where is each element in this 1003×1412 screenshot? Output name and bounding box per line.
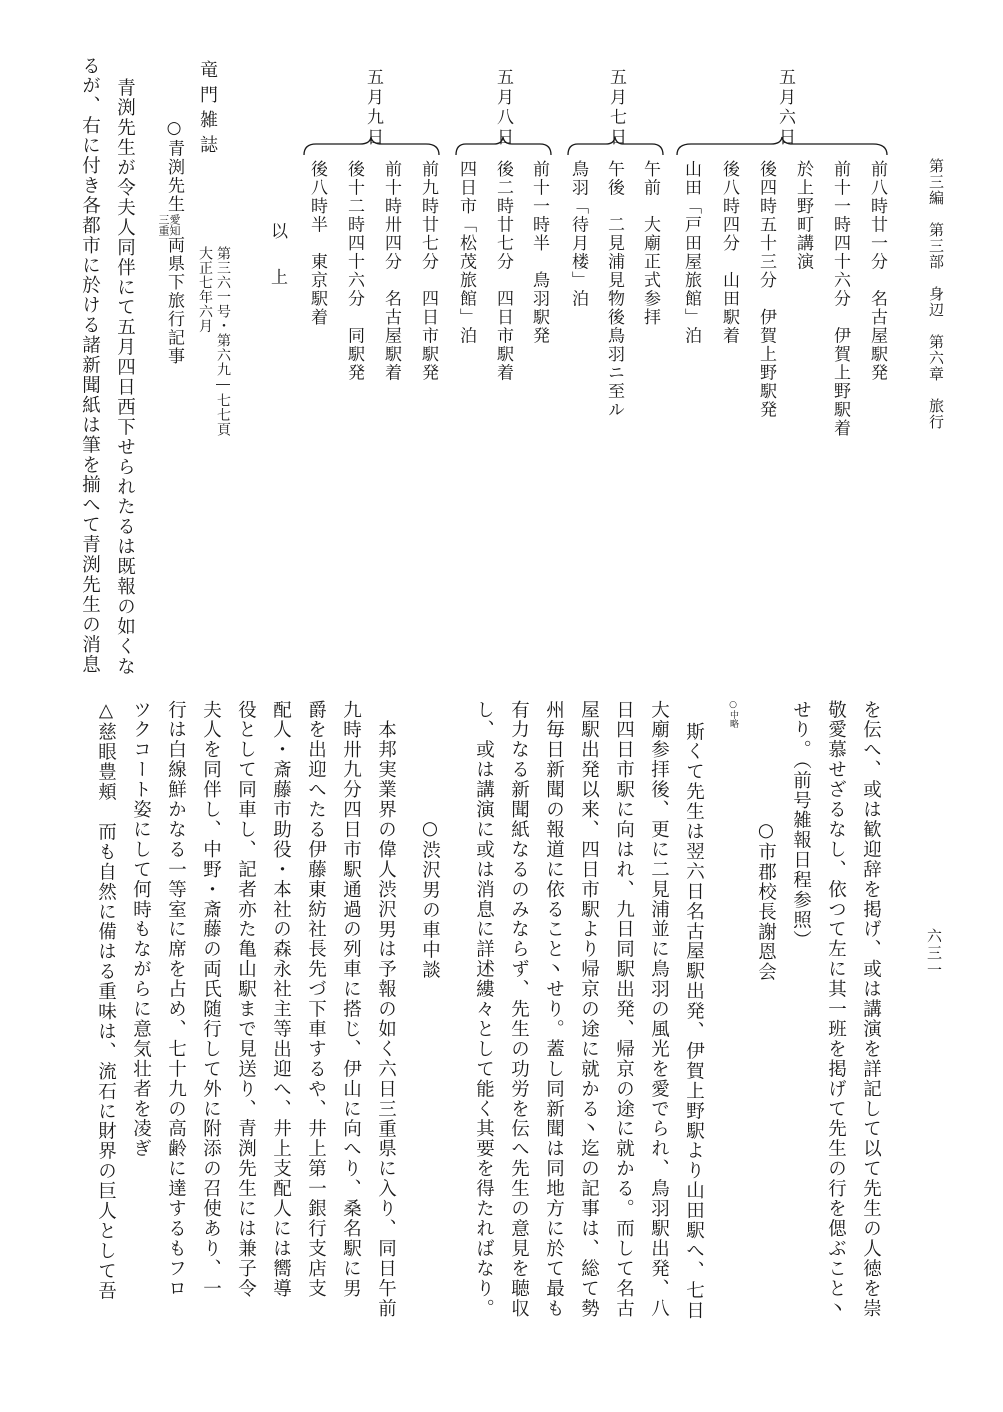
body-line: 夫人を同伴し、中野・斎藤の両氏随行して外に附添の召使あり、一: [200, 700, 222, 1299]
brace-may8: [454, 135, 554, 157]
page-number: 六三一: [925, 928, 943, 979]
body-line: 日四日市駅に向はれ、九日同駅出発、帰京の途に就かる。而して名古: [613, 700, 635, 1319]
body-line: せり。（前号雑報日程参照）: [790, 700, 812, 951]
brace-may7: [566, 135, 666, 157]
body-line: 配人・斎藤市助役・本社の森永社主等出迎へ、井上支配人には嚮導: [270, 700, 292, 1299]
schedule-line: 午前 大廟正式参拝: [640, 160, 660, 327]
article1-heading-small-b: 三重: [157, 213, 170, 236]
schedule-line: 前十時卅四分 名古屋駅着: [381, 160, 401, 382]
body-line: 屋駅出発以来、四日市駅より帰京の途に就かる丶迄の記事は、総て勢: [578, 700, 600, 1319]
body-line: 有力なる新聞紙なるのみならず、先生の功労を伝へ先生の意見を聴収: [508, 700, 530, 1319]
article1-heading-pre: ○青渕先生: [164, 118, 184, 214]
brace-may6: [675, 135, 890, 157]
body-line: △慈眼豊頬 而も自然に備はる重味は、流石に財界の巨人として吾: [95, 700, 117, 1301]
schedule-line: 於上野町講演: [793, 160, 813, 271]
body-line: 斯くて先生は翌六日名古屋駅出発、伊賀上野駅より山田駅へ、七日: [683, 722, 705, 1321]
body-line: 九時卅九分四日市駅通過の列車に搭じ、伊山に向へり、桑名駅に男: [340, 700, 362, 1299]
article1-heading-prefectures: [158, 214, 180, 236]
schedule-date-may6: 五月六日: [775, 68, 795, 148]
running-header: 第三編 第三部 身辺 第六章 旅行: [927, 158, 945, 430]
body-line: 本邦実業界の偉人渋沢男は予報の如く六日三重県に入り、同日午前: [375, 720, 397, 1319]
body-line: 爵を出迎へたる伊藤東紡社長先づ下車するや、井上第一銀行支店支: [305, 700, 327, 1299]
schedule-date-may9: 五月九日: [363, 68, 383, 148]
schedule-line: 前十一時四十六分 伊賀上野駅着: [830, 160, 850, 438]
source-title: 竜門雑誌: [197, 60, 218, 160]
body-line: るが、右に付き各都市に於ける諸新聞紙は筆を揃へて青渕先生の消息: [79, 56, 101, 675]
source-date: 大正七年六月: [197, 246, 213, 333]
omission-note: ○中略: [728, 700, 738, 728]
schedule-line: 前九時廿七分 四日市駅発: [418, 160, 438, 382]
schedule-line: 鳥羽「待月楼」泊: [568, 160, 588, 308]
schedule-date-may8: 五月八日: [493, 68, 513, 148]
schedule-line: 四日市「松茂旅館」泊: [456, 160, 476, 345]
body-line: 行は白線鮮かなる一等室に席を占め、七十九の高齢に達するもフロ: [165, 700, 187, 1299]
article1-heading-small-a: 愛知: [168, 213, 181, 236]
body-line: し、或は講演に或は消息に詳述縷々として能く其要を得たればなり。: [473, 700, 495, 1319]
article2-heading: ○市郡校長謝恩会: [755, 820, 777, 983]
schedule-line: 後十二時四十六分 同駅発: [344, 160, 364, 382]
article3-heading: ○渋沢男の車中談: [419, 818, 441, 981]
article1-heading: [156, 118, 182, 365]
schedule-line: 山田「戸田屋旅館」泊: [681, 160, 701, 345]
schedule-line: 前八時廿一分 名古屋駅発: [867, 160, 887, 382]
source-issue: 第三六一号・第六九―七七頁: [215, 246, 231, 437]
article1-heading-post: 両県下旅行記事: [164, 235, 184, 365]
schedule-line: 後四時五十三分 伊賀上野駅発: [756, 160, 776, 419]
schedule-line: 後二時廿七分 四日市駅着: [493, 160, 513, 382]
body-line: 敬愛慕せざるなし、依つて左に其一班を掲げて先生の行を偲ぶこと丶: [825, 700, 847, 1319]
body-line: を伝へ、或は歓迎辞を掲げ、或は講演を詳記して以て先生の人徳を崇: [860, 700, 882, 1319]
schedule-line: 後八時四分 山田駅着: [719, 160, 739, 345]
schedule-closing: 以 上: [267, 222, 287, 291]
brace-may9: [302, 135, 442, 157]
body-line: 大廟参拝後、更に二見浦並に鳥羽の風光を愛でられ、鳥羽駅出発、八: [648, 700, 670, 1319]
schedule-date-may7: 五月七日: [606, 68, 626, 148]
schedule-line: 午後 二見浦見物後鳥羽ニ至ル: [604, 160, 624, 419]
body-line: 役として同車し、記者亦た亀山駅まで見送り、青渕先生には兼子令: [235, 700, 257, 1299]
body-line: 州毎日新聞の報道に依ること丶せり。蓋し同新聞は同地方に於て最も: [543, 700, 565, 1319]
body-line: 青渕先生が令夫人同伴にて五月四日西下せられたるは既報の如くな: [114, 78, 136, 677]
body-line: ツクコート姿にして何時もながらに意気壮者を凌ぎ: [130, 700, 152, 1159]
schedule-line: 後八時半 東京駅着: [307, 160, 327, 327]
schedule-line: 前十一時半 鳥羽駅発: [529, 160, 549, 345]
